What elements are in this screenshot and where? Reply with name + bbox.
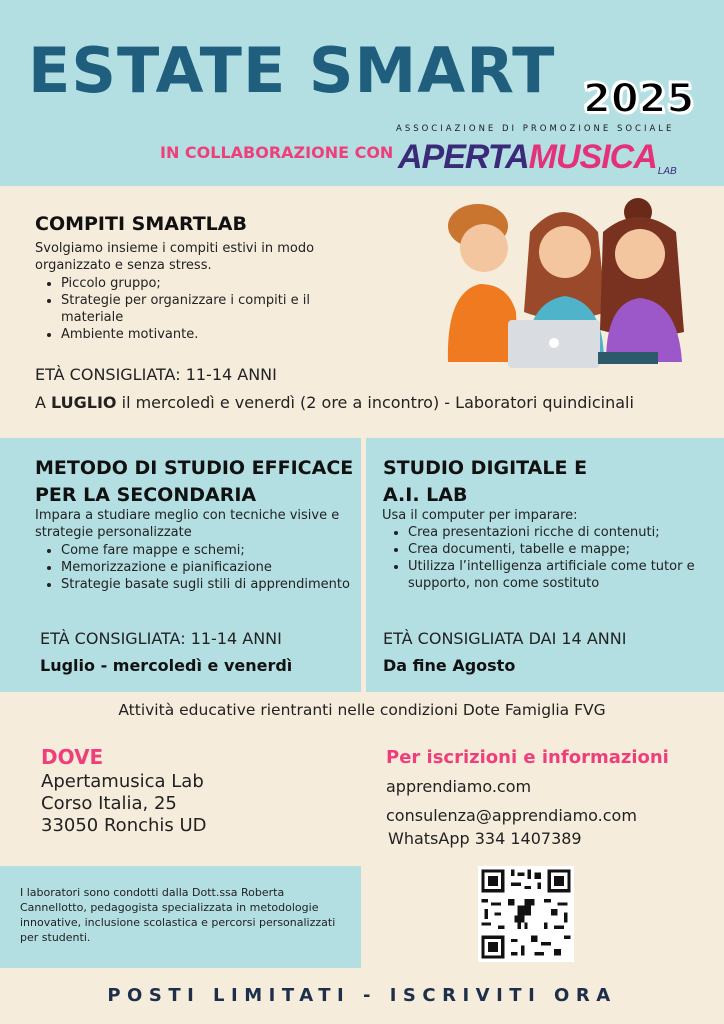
title-line: STUDIO DIGITALE E xyxy=(383,457,588,479)
instructor-note: I laboratori sono condotti dalla Dott.ssa Roberta Cannellotto, pedagogista specializzata in metodologie innovative, inclusione scolastica e percorsi personalizzati per studenti. xyxy=(20,886,336,944)
logo-part2: MUSICA xyxy=(528,138,657,176)
partner-logo xyxy=(398,138,677,177)
age-label-metodo: ETÀ CONSIGLIATA: 11-14 ANNI xyxy=(40,629,282,648)
section-title-digitale xyxy=(383,455,587,509)
logo-suffix: LAB xyxy=(657,166,677,177)
list-item: • Ambiente motivante. xyxy=(61,326,365,343)
website-link[interactable]: apprendiamo.com xyxy=(386,777,532,796)
students-illustration-icon xyxy=(438,192,688,372)
whatsapp-contact[interactable]: WhatsApp 334 1407389 xyxy=(388,829,582,848)
logo-part1: APERTA xyxy=(398,138,529,176)
address-line: Corso Italia, 25 xyxy=(41,793,177,814)
section-title-compiti: COMPITI SMARTLAB xyxy=(35,213,247,235)
section-title-metodo xyxy=(35,455,353,509)
title-line: PER LA SECONDARIA xyxy=(35,484,257,506)
page-title: ESTATE SMART xyxy=(28,34,556,107)
list-item: • Utilizza l’intelligenza artificiale come tutor e supporto, non come sostituto xyxy=(408,558,717,592)
schedule-compiti xyxy=(35,393,634,412)
dote-famiglia-note: Attività educative rientranti nelle condizioni Dote Famiglia FVG xyxy=(118,701,606,719)
section-intro-metodo: Impara a studiare meglio con tecniche visive e strategie personalizzate xyxy=(35,508,340,540)
list-item: • Crea documenti, tabelle e mappe; xyxy=(408,541,717,558)
partner-tagline: ASSOCIAZIONE DI PROMOZIONE SOCIALE xyxy=(396,124,675,134)
age-label-digitale: ETÀ CONSIGLIATA DAI 14 ANNI xyxy=(383,629,627,648)
schedule-month: LUGLIO xyxy=(51,393,117,412)
section-intro-digitale: Usa il computer per imparare: xyxy=(382,508,578,523)
schedule-metodo: Luglio - mercoledì e venerdì xyxy=(40,656,293,675)
qr-code-icon[interactable] xyxy=(478,866,574,962)
column-divider xyxy=(361,438,366,692)
address-line: 33050 Ronchis UD xyxy=(41,815,207,836)
title-line: METODO DI STUDIO EFFICACE xyxy=(35,457,354,479)
collab-label: IN COLLABORAZIONE CON xyxy=(160,143,394,162)
schedule-digitale: Da fine Agosto xyxy=(383,656,516,675)
age-label-compiti: ETÀ CONSIGLIATA: 11-14 ANNI xyxy=(35,365,277,384)
email-link[interactable]: consulenza@apprendiamo.com xyxy=(386,806,637,825)
schedule-detail: il mercoledì e venerdì (2 ore a incontro) - Laboratori quindicinali xyxy=(116,393,634,412)
list-item: • Strategie per organizzare i compiti e il materiale xyxy=(61,292,365,326)
list-item: • Come fare mappe e schemi; xyxy=(61,542,355,559)
feature-list-compiti xyxy=(35,275,365,343)
list-item: • Memorizzazione e pianificazione xyxy=(61,559,355,576)
where-title: DOVE xyxy=(41,745,104,769)
section-intro-compiti: Svolgiamo insieme i compiti estivi in modo organizzato e senza stress. xyxy=(35,241,315,273)
title-line: A.I. LAB xyxy=(383,484,468,506)
list-item: • Piccolo gruppo; xyxy=(61,275,365,292)
year-label: 2025 xyxy=(583,76,695,122)
info-title: Per iscrizioni e informazioni xyxy=(386,747,669,768)
address-line: Apertamusica Lab xyxy=(41,771,204,792)
schedule-prefix: A xyxy=(35,393,52,412)
list-item: • Strategie basate sugli stili di apprendimento xyxy=(61,576,355,593)
cta-banner: POSTI LIMITATI - ISCRIVITI ORA xyxy=(107,985,617,1006)
feature-list-metodo xyxy=(35,542,355,593)
list-item: • Crea presentazioni ricche di contenuti; xyxy=(408,524,717,541)
feature-list-digitale xyxy=(382,524,717,592)
